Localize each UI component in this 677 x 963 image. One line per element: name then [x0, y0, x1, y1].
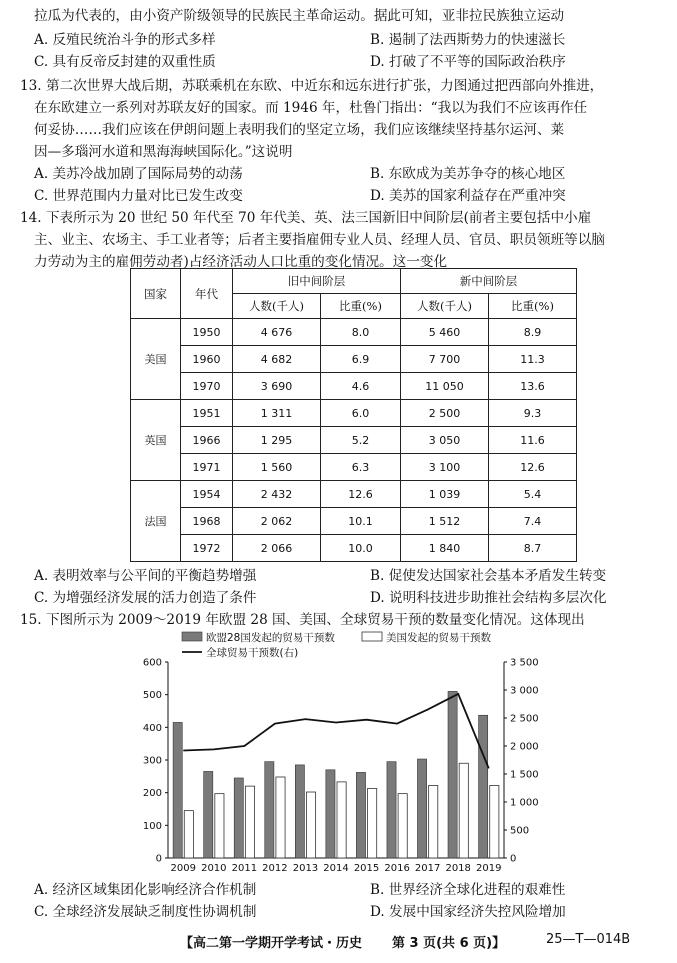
table-header-country: 国家 — [131, 269, 181, 319]
q15-option-c[interactable]: C. 全球经济发展缺乏制度性协调机制 — [34, 904, 257, 920]
legend-swatch-eu28 — [182, 632, 202, 641]
table-cell: 1972 — [181, 535, 233, 562]
table-cell: 6.3 — [321, 454, 401, 481]
q12-stem-tail: 拉瓜为代表的，由小资产阶级领导的民族民主革命运动。据此可知，亚非拉民族独立运动 — [34, 8, 565, 24]
y-left-tick-label: 400 — [142, 722, 162, 734]
table-cell: 4.6 — [321, 373, 401, 400]
table-row — [131, 319, 577, 346]
x-tick-label: 2012 — [262, 863, 288, 874]
bar-usa — [490, 785, 499, 858]
q13-stem-line-2: 在东欧建立一系列对苏联友好的国家。而 1946 年，杜鲁门指出：“我以为我们不应该再作任 — [34, 100, 588, 116]
table-cell: 11 050 — [401, 373, 489, 400]
y-right-tick-label: 500 — [510, 825, 530, 837]
bar-usa — [368, 788, 377, 858]
y-left-tick-label: 300 — [142, 755, 162, 767]
table-cell: 1966 — [181, 427, 233, 454]
bar-eu28 — [448, 691, 457, 858]
footer-code: 25—T—014B — [546, 932, 631, 947]
q12-option-c[interactable]: C. 具有反帝反封建的双重性质 — [34, 54, 216, 70]
y-right-tick-label: 3 500 — [510, 657, 539, 669]
x-tick-label: 2009 — [170, 863, 196, 874]
q14-stem-line-3: 力劳动为主的雇佣劳动者)占经济活动人口比重的变化情况。这一变化 — [34, 254, 448, 270]
y-left-tick-label: 0 — [155, 853, 162, 865]
table-row — [131, 346, 577, 373]
x-tick-label: 2013 — [292, 863, 319, 874]
y-right-tick-label: 2 500 — [510, 713, 539, 725]
q13-stem-line-1: 13. 第二次世界大战后期，苏联乘机在东欧、中近东和远东进行扩张，力图通过把西部向外推进， — [20, 78, 604, 94]
legend-swatch-usa — [362, 632, 382, 641]
table-row — [131, 454, 577, 481]
y-left-tick-label: 100 — [142, 820, 162, 832]
bar-eu28 — [173, 722, 182, 858]
table-cell: 13.6 — [489, 373, 577, 400]
table-row — [131, 400, 577, 427]
bar-eu28 — [417, 759, 426, 858]
table-cell: 7 700 — [401, 346, 489, 373]
table-cell: 1950 — [181, 319, 233, 346]
table-cell: 5 460 — [401, 319, 489, 346]
q13-option-a[interactable]: A. 美苏冷战加剧了国际局势的动荡 — [34, 166, 243, 182]
table-cell: 1968 — [181, 508, 233, 535]
table-cell: 1 840 — [401, 535, 489, 562]
table-row — [131, 427, 577, 454]
y-right-tick-label: 0 — [510, 853, 517, 865]
x-tick-label: 2018 — [445, 863, 471, 874]
x-tick-label: 2014 — [323, 863, 349, 874]
table-row — [131, 373, 577, 400]
table-cell: 8.9 — [489, 319, 577, 346]
table-header-new-count: 人数(千人) — [401, 294, 489, 319]
legend-label-eu28: 欧盟28国发起的贸易干预数 — [206, 632, 335, 644]
table-cell: 3 050 — [401, 427, 489, 454]
q13-option-d[interactable]: D. 美苏的国家利益存在严重冲突 — [370, 188, 566, 204]
table-cell-country: 英国 — [131, 400, 181, 481]
bar-usa — [398, 794, 407, 858]
table-cell-country: 法国 — [131, 481, 181, 562]
y-right-tick-label: 3 000 — [510, 685, 539, 697]
table-cell: 12.6 — [321, 481, 401, 508]
line-global — [183, 694, 488, 768]
table-cell: 7.4 — [489, 508, 577, 535]
x-tick-label: 2016 — [384, 863, 410, 874]
legend-label-global: 全球贸易干预数(右) — [206, 647, 299, 659]
footer-page-number: 第 3 页(共 6 页)】 — [392, 936, 506, 951]
bar-eu28 — [295, 765, 304, 858]
q13-option-b[interactable]: B. 东欧成为美苏争夺的核心地区 — [370, 166, 566, 182]
q14-option-d[interactable]: D. 说明科技进步助推社会结构多层次化 — [370, 590, 607, 606]
bar-usa — [429, 785, 438, 858]
table-row — [131, 535, 577, 562]
table-cell: 2 432 — [233, 481, 321, 508]
bar-usa — [306, 792, 315, 858]
q14-option-b[interactable]: B. 促使发达国家社会基本矛盾发生转变 — [370, 568, 607, 584]
table-cell: 2 062 — [233, 508, 321, 535]
y-right-tick-label: 2 000 — [510, 741, 539, 753]
page-footer — [0, 932, 677, 952]
x-tick-label: 2011 — [231, 863, 258, 874]
q12-option-b[interactable]: B. 遏制了法西斯势力的快速滋长 — [370, 32, 566, 48]
table-header-new-class: 新中间阶层 — [401, 269, 577, 294]
q14-data-table — [130, 268, 577, 562]
table-cell: 1954 — [181, 481, 233, 508]
table-row — [131, 481, 577, 508]
table-cell: 1971 — [181, 454, 233, 481]
table-cell: 8.0 — [321, 319, 401, 346]
q12-option-a[interactable]: A. 反殖民统治斗争的形式多样 — [34, 32, 216, 48]
bar-eu28 — [326, 770, 335, 858]
table-cell: 3 100 — [401, 454, 489, 481]
q13-option-c[interactable]: C. 世界范围内力量对比已发生改变 — [34, 188, 243, 204]
table-cell: 1 560 — [233, 454, 321, 481]
table-row — [131, 508, 577, 535]
q15-option-b[interactable]: B. 世界经济全球化进程的艰难性 — [370, 882, 566, 898]
bar-usa — [337, 782, 346, 858]
q15-stem: 15. 下图所示为 2009～2019 年欧盟 28 国、美国、全球贸易干预的数量变化情况。这体现出 — [20, 612, 585, 628]
q14-option-c[interactable]: C. 为增强经济发展的活力创造了条件 — [34, 590, 257, 606]
q13-stem-line-3: 何妥协……我们应该在伊朗问题上表明我们的坚定立场，我们应该继续坚持基尔运河、莱 — [34, 122, 565, 138]
table-cell: 6.9 — [321, 346, 401, 373]
footer-exam-title: 【高二第一学期开学考试・历史 — [180, 936, 363, 951]
y-right-tick-label: 1 000 — [510, 797, 539, 809]
table-cell: 8.7 — [489, 535, 577, 562]
bar-usa — [184, 811, 193, 858]
bar-eu28 — [265, 762, 274, 858]
table-cell: 12.6 — [489, 454, 577, 481]
x-tick-label: 2015 — [353, 863, 380, 874]
legend-label-usa: 美国发起的贸易干预数 — [386, 632, 491, 644]
bar-usa — [459, 763, 468, 858]
q14-option-a[interactable]: A. 表明效率与公平间的平衡趋势增强 — [34, 568, 257, 584]
table-cell: 1960 — [181, 346, 233, 373]
x-tick-label: 2017 — [414, 863, 441, 874]
table-header-old-ratio: 比重(%) — [321, 294, 401, 319]
table-header-old-class: 旧中间阶层 — [233, 269, 401, 294]
table-cell: 1 311 — [233, 400, 321, 427]
table-header-new-ratio: 比重(%) — [489, 294, 577, 319]
table-cell: 10.0 — [321, 535, 401, 562]
table-header-old-count: 人数(千人) — [233, 294, 321, 319]
table-cell: 2 500 — [401, 400, 489, 427]
bar-eu28 — [356, 772, 365, 858]
trade-intervention-chart — [0, 628, 677, 878]
bar-eu28 — [234, 778, 243, 858]
table-cell: 1 295 — [233, 427, 321, 454]
x-tick-label: 2019 — [476, 863, 502, 874]
table-cell: 9.3 — [489, 400, 577, 427]
table-cell: 5.2 — [321, 427, 401, 454]
q14-stem-line-2: 主、业主、农场主、手工业者等；后者主要指雇佣专业人员、经理人员、官员、职员领班等以脑 — [34, 232, 605, 248]
bar-usa — [245, 786, 254, 858]
table-cell: 11.6 — [489, 427, 577, 454]
y-right-tick-label: 1 500 — [510, 769, 539, 781]
q13-stem-line-4: 因—多瑙河水道和黑海海峡国际化。”这说明 — [34, 144, 293, 160]
table-cell: 4 676 — [233, 319, 321, 346]
table-cell: 1 039 — [401, 481, 489, 508]
table-cell-country: 美国 — [131, 319, 181, 400]
table-cell: 5.4 — [489, 481, 577, 508]
table-header-year: 年代 — [181, 269, 233, 319]
q14-stem-line-1: 14. 下表所示为 20 世纪 50 年代至 70 年代美、英、法三国新旧中间阶层(前者主要包括中小雇 — [20, 210, 592, 226]
bar-eu28 — [204, 771, 213, 858]
table-cell: 1970 — [181, 373, 233, 400]
table-cell: 6.0 — [321, 400, 401, 427]
bar-usa — [276, 777, 285, 858]
table-cell: 2 066 — [233, 535, 321, 562]
bar-eu28 — [479, 715, 488, 858]
bar-usa — [215, 794, 224, 858]
y-left-tick-label: 600 — [142, 657, 162, 669]
q15-option-d[interactable]: D. 发展中国家经济失控风险增加 — [370, 904, 566, 920]
bar-eu28 — [387, 762, 396, 858]
q15-option-a[interactable]: A. 经济区域集团化影响经济合作机制 — [34, 882, 257, 898]
y-left-tick-label: 500 — [142, 690, 162, 702]
table-cell: 4 682 — [233, 346, 321, 373]
y-left-tick-label: 200 — [142, 788, 162, 800]
table-cell: 10.1 — [321, 508, 401, 535]
q12-option-d[interactable]: D. 打破了不平等的国际政治秩序 — [370, 54, 566, 70]
table-cell: 1951 — [181, 400, 233, 427]
table-cell: 11.3 — [489, 346, 577, 373]
table-cell: 3 690 — [233, 373, 321, 400]
x-tick-label: 2010 — [201, 863, 227, 874]
table-cell: 1 512 — [401, 508, 489, 535]
